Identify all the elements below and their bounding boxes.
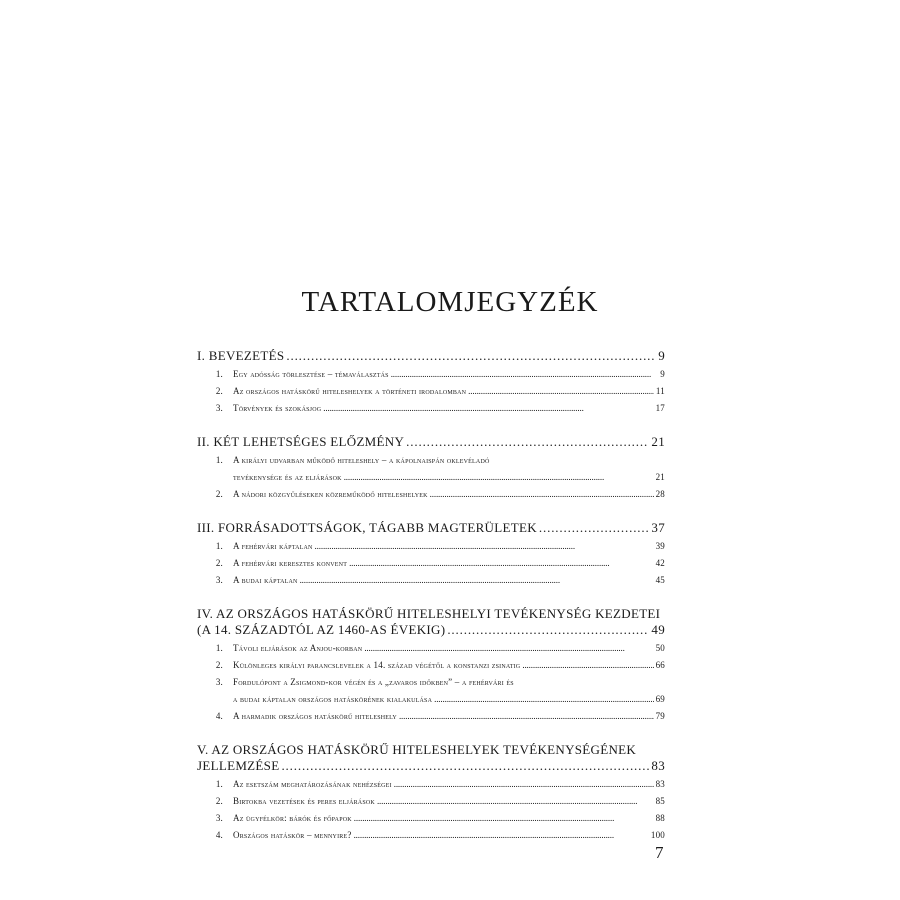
dot-leader <box>434 691 653 708</box>
entry-number: 4. <box>215 711 223 721</box>
entry-title: A harmadik országos hatáskörű hiteleshely <box>233 711 397 721</box>
entry-title: Az esetszám meghatározásának nehézségei <box>233 779 392 789</box>
section-title <box>197 434 665 450</box>
entry-page-number: 11 <box>655 386 665 396</box>
dot-leader <box>344 469 654 486</box>
toc-entry <box>197 383 665 400</box>
table-of-contents <box>197 348 665 861</box>
dot-leader <box>522 657 653 674</box>
entry-page-number: 85 <box>655 796 665 806</box>
section-title-text: V. AZ ORSZÁGOS HATÁSKÖRŰ HITELESHELYEK TEVÉKENYSÉGÉNEK <box>197 742 637 757</box>
toc-entry <box>197 708 665 725</box>
entry-number: 3. <box>215 403 223 413</box>
dot-leader <box>354 810 654 827</box>
entry-number: 4. <box>215 830 223 840</box>
entry-page-number: 79 <box>655 711 665 721</box>
entry-title: tevékenysége és az eljárások <box>233 472 342 482</box>
entry-page-number: 88 <box>655 813 665 823</box>
section-page-number: 83 <box>651 758 665 773</box>
entry-page-number: 9 <box>660 369 665 379</box>
dot-leader <box>539 520 650 536</box>
dot-leader <box>349 555 654 572</box>
entry-title: Törvények és szokásjog <box>233 403 322 413</box>
dot-leader <box>391 366 659 383</box>
dot-leader <box>468 383 654 400</box>
dot-leader <box>447 622 649 638</box>
entry-page-number: 39 <box>655 541 665 551</box>
dot-leader <box>281 758 649 774</box>
section-title <box>197 742 665 774</box>
entry-page-number: 50 <box>655 643 665 653</box>
entry-title: Az országos hatáskörű hiteleshelyek a történeti irodalomban <box>233 386 467 396</box>
entry-number: 1. <box>215 643 223 653</box>
dot-leader <box>300 572 654 589</box>
entry-number: 2. <box>215 660 223 670</box>
entry-page-number: 66 <box>655 660 665 670</box>
page-number: 7 <box>655 843 664 862</box>
entry-title: Az ügyfélkör: bárók és főpapok <box>233 813 352 823</box>
page-title: TARTALOMJEGYZÉK <box>301 286 599 318</box>
entry-number: 1. <box>215 369 223 379</box>
entry-number: 1. <box>215 541 223 551</box>
entry-page-number: 45 <box>655 575 665 585</box>
section-title-text: II. KÉT LEHETSÉGES ELŐZMÉNY <box>197 434 405 449</box>
section-title <box>197 348 665 364</box>
entry-page-number: 69 <box>655 694 665 704</box>
entry-page-number: 21 <box>655 472 665 482</box>
entry-number: 2. <box>215 489 223 499</box>
section-title-text: JELLEMZÉSE <box>197 758 280 773</box>
toc-entry <box>197 640 665 657</box>
section-title-text: IV. AZ ORSZÁGOS HATÁSKÖRŰ HITELESHELYI TEVÉKENYSÉG KEZDETEI <box>197 606 661 621</box>
dot-leader <box>364 640 653 657</box>
section-title-text: III. FORRÁSADOTTSÁGOK, TÁGABB MAGTERÜLETEK <box>197 520 537 535</box>
entry-page-number: 42 <box>655 558 665 568</box>
entry-number: 3. <box>215 813 223 823</box>
dot-leader <box>406 434 649 450</box>
dot-leader <box>377 793 654 810</box>
dot-leader <box>354 827 649 844</box>
dot-leader <box>286 348 656 364</box>
entry-number: 2. <box>215 386 223 396</box>
entry-title: A nádori közgyűléseken közreműködő hiteleshelyek <box>233 489 428 499</box>
toc-entry <box>197 793 665 810</box>
dot-leader <box>430 486 654 503</box>
entry-title: A fehérvári keresztes konvent <box>233 558 348 568</box>
entry-number: 1. <box>215 455 223 465</box>
entry-page-number: 83 <box>655 779 665 789</box>
dot-leader <box>399 708 654 725</box>
entry-number: 2. <box>215 558 223 568</box>
section-title <box>197 520 665 536</box>
section-page-number: 21 <box>651 434 665 449</box>
entry-title: Birtokba vezetések és peres eljárások <box>233 796 375 806</box>
section-title <box>197 606 665 638</box>
section-page-number: 9 <box>658 348 665 363</box>
entry-title: Távoli eljárások az Anjou-korban <box>233 643 363 653</box>
section-title-text: I. BEVEZETÉS <box>197 348 285 363</box>
dot-leader <box>315 538 654 555</box>
toc-entry <box>197 776 665 793</box>
toc-entry <box>197 657 665 674</box>
entry-number: 1. <box>215 779 223 789</box>
toc-entry <box>197 452 665 486</box>
entry-title: Fordulópont a Zsigmond-kor végén és a „zavaros időkben” – a fehérvári és <box>233 677 514 687</box>
toc-entry <box>197 810 665 827</box>
entry-page-number: 28 <box>655 489 665 499</box>
dot-leader <box>394 776 654 793</box>
toc-entry <box>197 366 665 383</box>
section-title-text: (A 14. SZÁZADTÓL AZ 1460-AS ÉVEKIG) <box>197 622 446 637</box>
toc-section <box>197 434 665 503</box>
section-page-number: 37 <box>651 520 665 535</box>
toc-entry <box>197 400 665 417</box>
entry-title: A fehérvári káptalan <box>233 541 313 551</box>
entry-title: a budai káptalan országos hatáskörének kialakulása <box>233 694 433 704</box>
entry-title: Különleges királyi parancslevelek a 14. század végétől a konstanzi zsinatig <box>233 660 521 670</box>
toc-section <box>197 606 665 725</box>
entry-number: 2. <box>215 796 223 806</box>
toc-entry <box>197 555 665 572</box>
entry-number: 3. <box>215 677 223 687</box>
toc-section <box>197 520 665 589</box>
toc-entry <box>197 486 665 503</box>
toc-entry <box>197 827 665 844</box>
entry-title: Országos hatáskör – mennyire? <box>233 830 352 840</box>
toc-section <box>197 742 665 844</box>
toc-section <box>197 348 665 417</box>
entry-number: 3. <box>215 575 223 585</box>
dot-leader <box>323 400 653 417</box>
toc-entry <box>197 538 665 555</box>
entry-title: A királyi udvarban működő hiteleshely – a kápolnaispán oklevéladó <box>233 455 490 465</box>
entry-title: A budai káptalan <box>233 575 298 585</box>
entry-page-number: 100 <box>650 830 665 840</box>
toc-entry <box>197 674 665 708</box>
toc-entry <box>197 572 665 589</box>
section-page-number: 49 <box>651 622 665 637</box>
entry-title: Egy adósság törlesztése – témaválasztás <box>233 369 389 379</box>
entry-page-number: 17 <box>655 403 665 413</box>
